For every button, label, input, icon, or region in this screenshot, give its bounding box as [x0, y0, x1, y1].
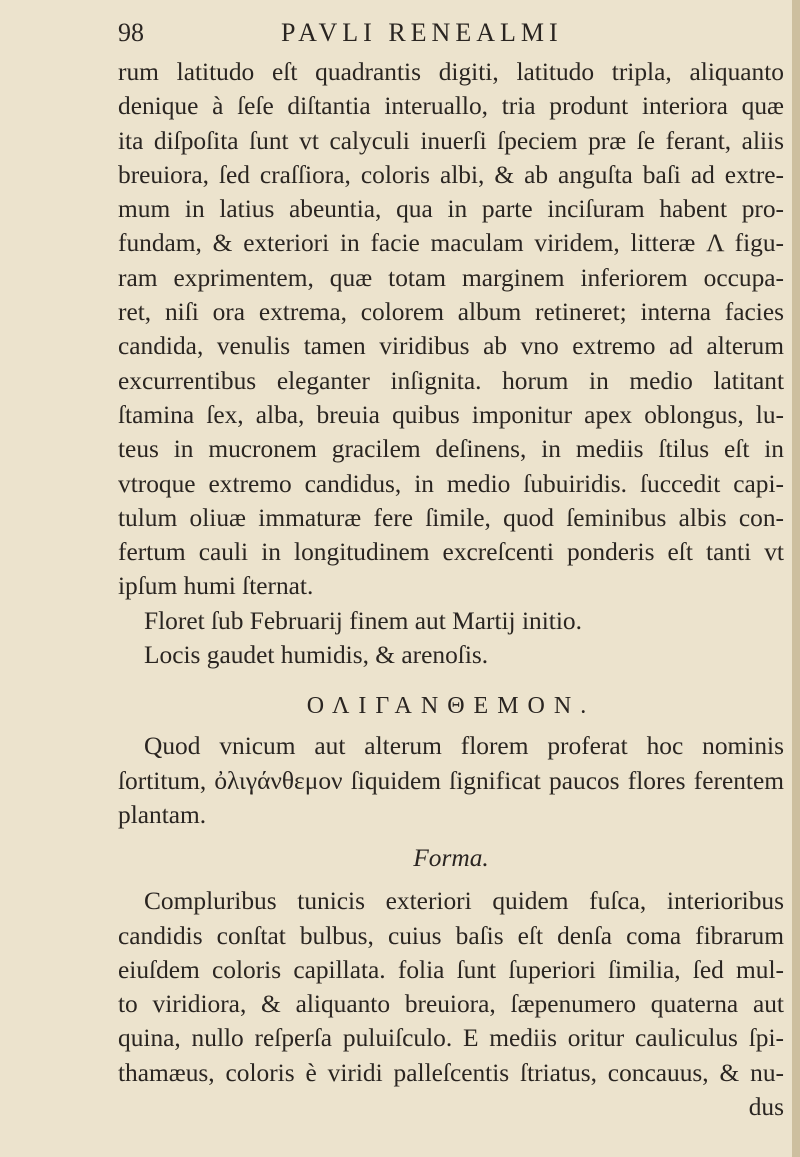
text-line: Compluribus tunicis exteriori quidem fuſca, interioribus — [144, 887, 784, 916]
text-line: rum latitudo eſt quadrantis digiti, latitudo tripla, aliquanto — [118, 58, 784, 86]
page-number: 98 — [118, 18, 144, 47]
text-line: teus in mucronem gracilem deſinens, in mediis ſtilus eſt in — [118, 435, 784, 464]
text-line: ſortitum, ὀλιγάνθεμον ſiquidem ſignificat paucos flores ferentem — [118, 766, 784, 795]
section-title: ΟΛΙΓΑΝΘΕΜΟΝ. — [306, 693, 596, 720]
catchword: dus — [748, 1093, 784, 1122]
text-line: quina, nullo reſperſa puluiſculo. E mediis oritur cauliculus ſpi- — [118, 1024, 784, 1053]
text-line: plantam. — [118, 800, 207, 829]
page-edge — [792, 0, 800, 1157]
text-line: ita diſpoſita ſunt vt calyculi inuerſi ſpeciem præ ſe ferant, aliis — [118, 126, 784, 155]
text-line: fertum cauli in longitudinem excreſcenti ponderis eſt tanti vt — [118, 538, 784, 567]
text-line: ret, niſi ora extrema, colorem album retineret; interna facies — [118, 298, 784, 327]
text-line: eiuſdem coloris capillata. folia ſunt ſuperiori ſimilia, ſed mul- — [118, 955, 784, 984]
paragraph-name-origin — [118, 729, 784, 832]
flowering-note: Floret ſub Februarij finem aut Martij initio. — [144, 606, 582, 635]
page-header — [118, 18, 778, 50]
page-body — [118, 55, 784, 1124]
text-line: fundam, & exteriori in facie maculam viridem, litteræ Λ figu- — [118, 229, 784, 258]
text-line: thamæus, coloris è viridi palleſcentis ſtriatus, concauus, & nu- — [118, 1058, 784, 1087]
text-line: candida, venulis tamen viridibus ab vno extremo ad alterum — [118, 332, 784, 361]
text-line: ipſum humi ſternat. — [118, 572, 314, 601]
text-line: breuiora, ſed craſſiora, coloris albi, & ab anguſta baſi ad extre- — [118, 160, 784, 189]
text-line: ſtamina ſex, alba, breuia quibus imponitur apex oblongus, lu- — [118, 400, 784, 429]
text-line: vtroque extremo candidus, in medio ſubuiridis. ſuccedit capi- — [118, 469, 784, 498]
text-line: candidis conſtat bulbus, cuius baſis eſt denſa coma fibrarum — [118, 921, 784, 950]
text-line: denique à ſeſe diſtantia interuallo, tria produnt interiora quæ — [118, 92, 784, 121]
habitat-note: Locis gaudet humidis, & arenoſis. — [144, 641, 489, 670]
text-line: excurrentibus eleganter inſignita. horum in medio latitant — [118, 366, 784, 395]
paragraph-forma — [118, 884, 784, 1090]
paragraph-description — [118, 55, 784, 604]
text-line: Quod vnicum aut alterum florem proferat hoc nominis — [144, 732, 784, 761]
running-title: PAVLI RENEALMI — [281, 18, 563, 47]
text-line: mum in latius abeuntia, qua in parte inciſuram habent pro- — [118, 195, 784, 224]
subheading-forma: Forma. — [413, 844, 489, 873]
text-line: ram exprimentem, quæ totam marginem inferiorem occupa- — [118, 263, 784, 292]
text-line: to viridiora, & aliquanto breuiora, ſæpenumero quaterna aut — [118, 990, 784, 1019]
text-line: tulum oliuæ immaturæ fere ſimile, quod ſeminibus albis con- — [118, 503, 784, 532]
